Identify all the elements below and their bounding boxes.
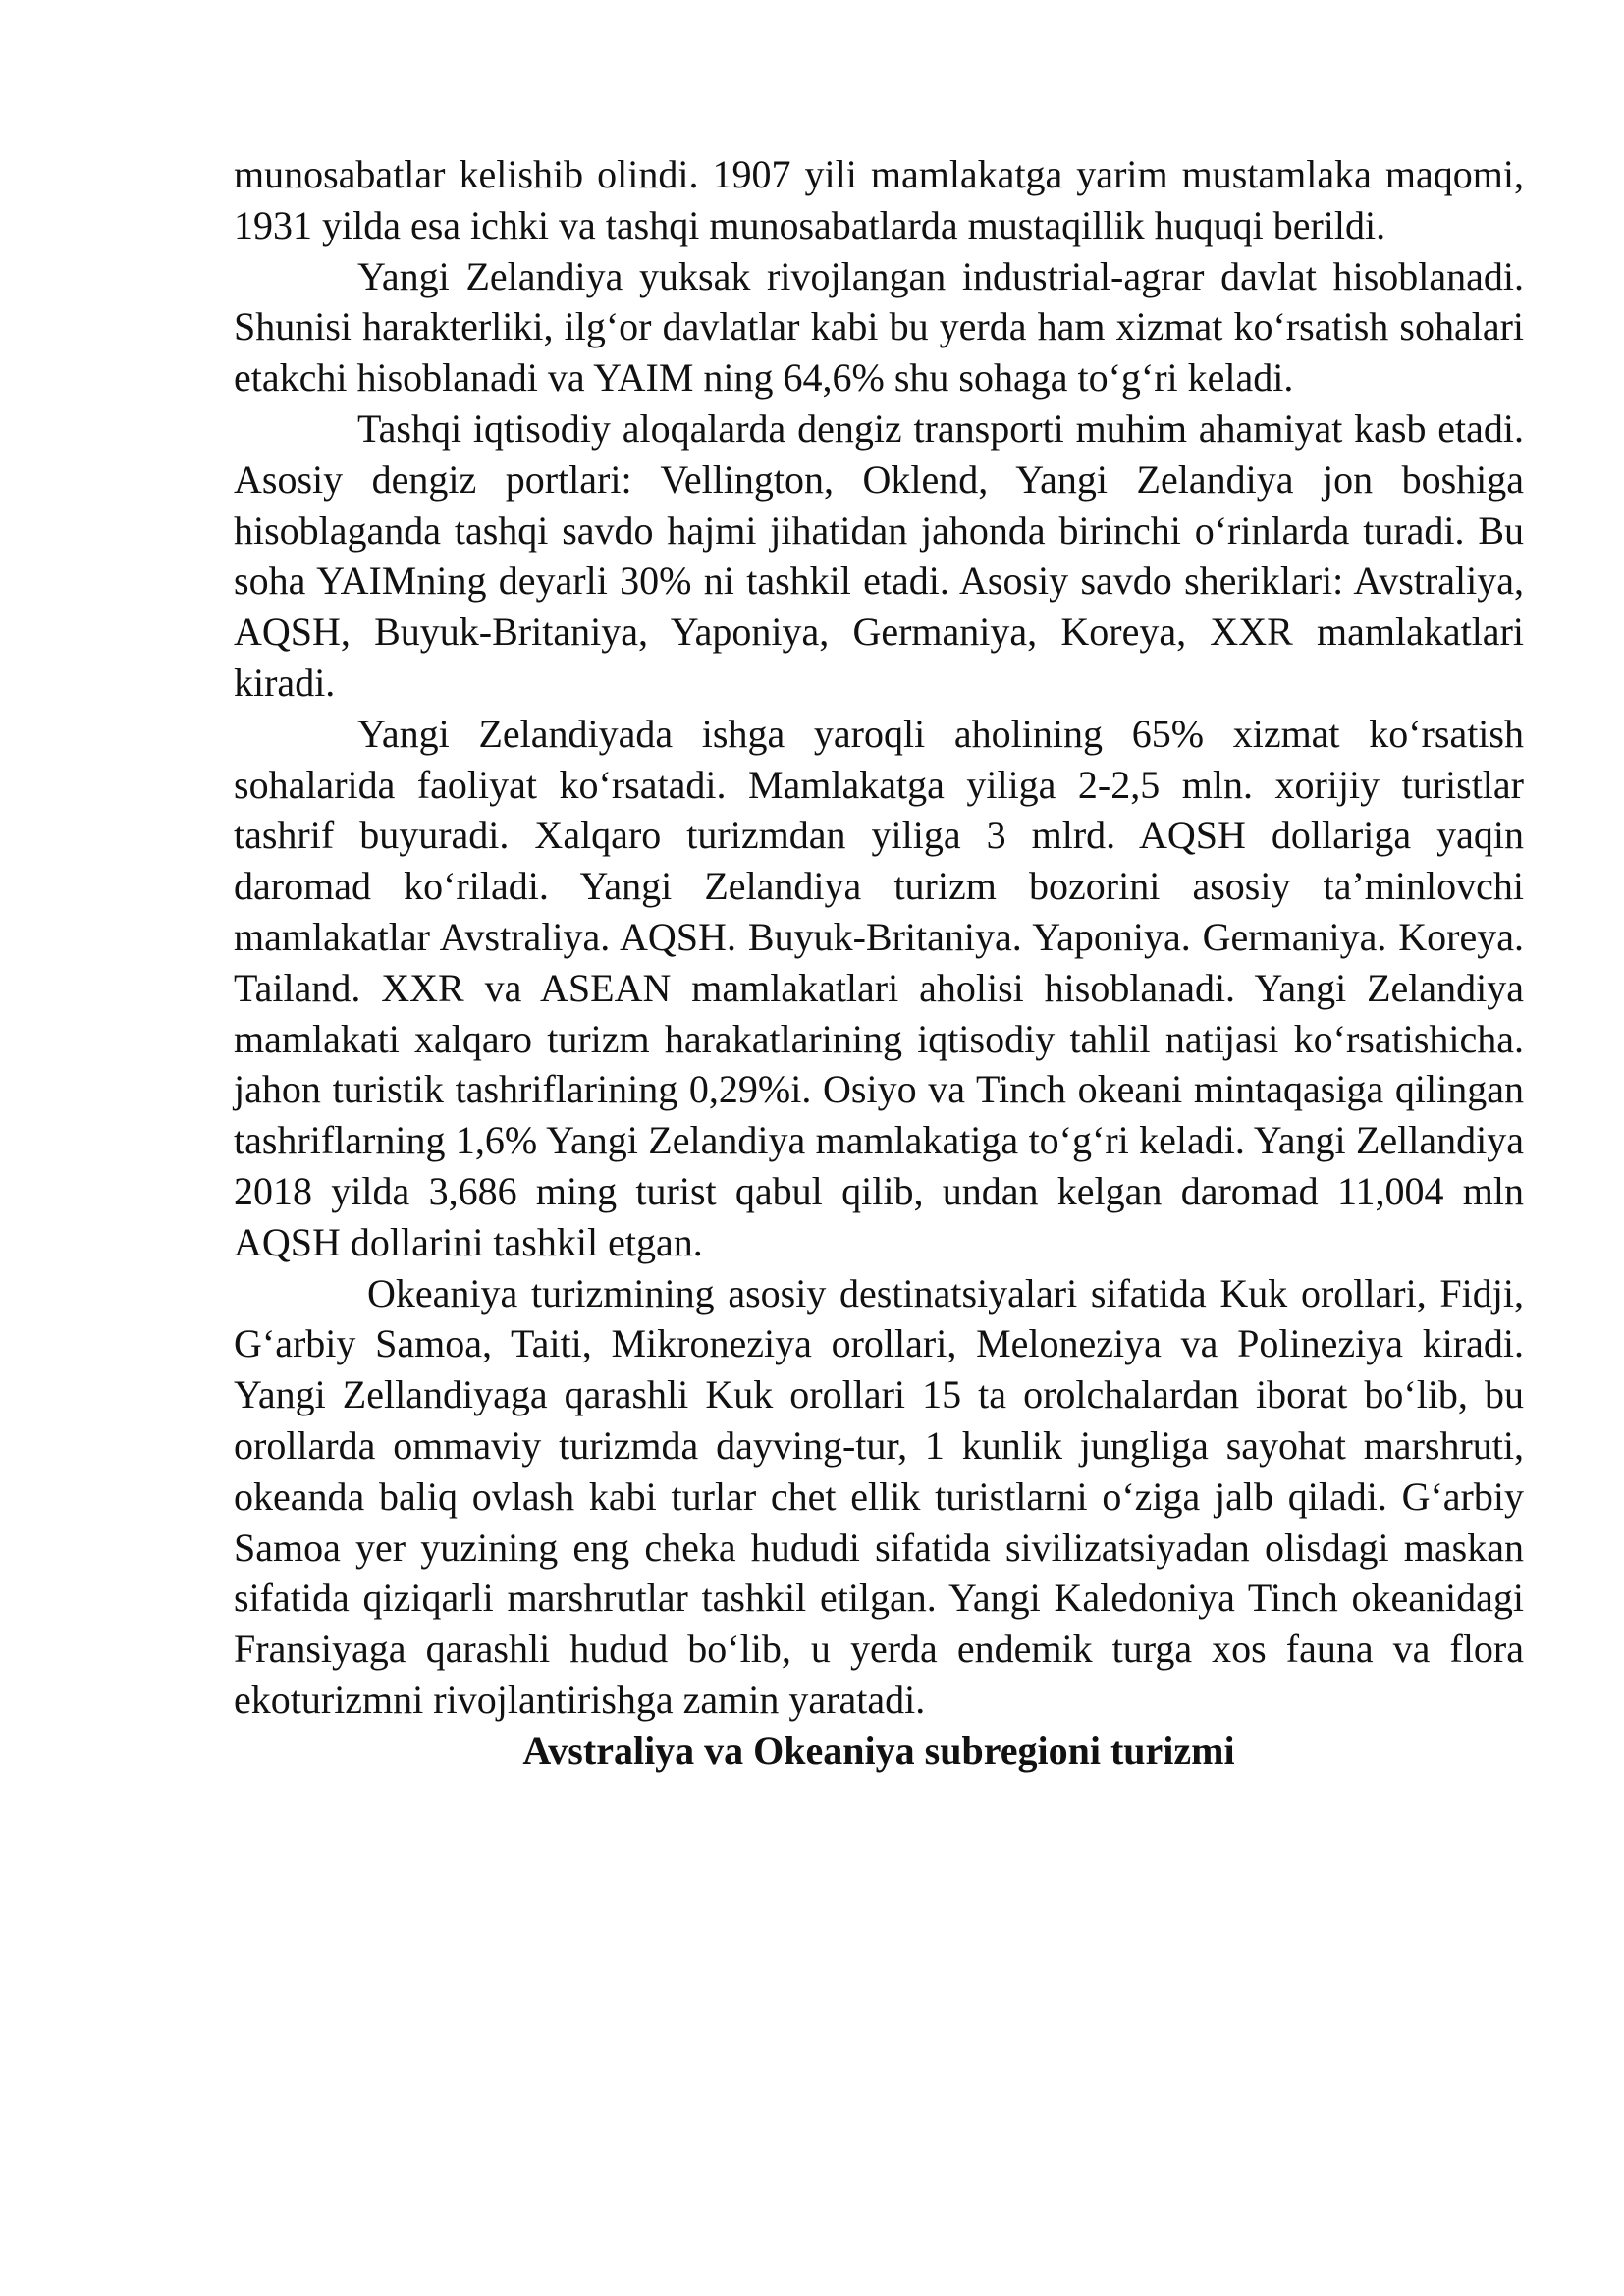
paragraph-economy: Yangi Zelandiya yuksak rivojlangan industrial-agrar davlat hisoblanadi. Shunisi harakterliki, ilg‘or davlatlar kabi bu yerda ham xizmat ko‘rsatish sohalari etakchi hisoblanadi va YAIM ning 64,6% shu sohaga to‘g‘ri keladi.: [234, 253, 1524, 400]
section-heading: Avstraliya va Okeaniya subregioni turizmi: [522, 1728, 1235, 1773]
paragraph-trade: Tashqi iqtisodiy aloqalarda dengiz transporti muhim ahamiyat kasb etadi. Asosiy dengiz portlari: Vellington, Oklend, Yangi Zelandiya jon boshiga hisoblaganda tashqi savdo hajmi jihatidan jahonda birinchi o‘rinlarda turadi. Bu soha YAIMning deyarli 30% ni tashkil etadi. Asosiy savdo sheriklari: Avstraliya, AQSH, Buyuk-Britaniya, Yaponiya, Germaniya, Koreya, XXR mamlakatlari kiradi.: [234, 405, 1524, 705]
paragraph-oceania: Okeaniya turizmining asosiy destinatsiyalari sifatida Kuk orollari, Fidji, G‘arbiy Samoa, Taiti, Mikroneziya orollari, Meloneziya va Polineziya kiradi. Yangi Zellandiyaga qarashli Kuk orollari 15 ta orolchalardan iborat bo‘lib, bu orollarda ommaviy turizmda dayving-tur, 1 kunlik jungliga sayohat marshruti, okeanda baliq ovlash kabi turlar chet ellik turistlarni o‘ziga jalb qiladi. G‘arbiy Samoa yer yuzining eng cheka hududi sifatida sivilizatsiyadan olisdagi maskan sifatida qiziqarli marshrutlar tashkil etilgan. Yangi Kaledoniya Tinch okeanidagi Fransiyaga qarashli hudud bo‘lib, u yerda endemik turga xos fauna va flora ekoturizmni rivojlantirishga zamin yaratadi.: [234, 1270, 1524, 1722]
paragraph-continuation: munosabatlar kelishib olindi. 1907 yili mamlakatga yarim mustamlaka maqomi, 1931 yilda esa ichki va tashqi munosabatlarda mustaqillik huquqi berildi.: [234, 152, 1524, 247]
paragraph-tourism: Yangi Zelandiyada ishga yaroqli aholining 65% xizmat ko‘rsatish sohalarida faoliyat ko‘rsatadi. Mamlakatga yiliga 2-2,5 mln. xorijiy turistlar tashrif buyuradi. Xalqaro turizmdan yiliga 3 mlrd. AQSH dollariga yaqin daromad ko‘riladi. Yangi Zelandiya turizm bozorini asosiy ta’minlovchi mamlakatlar Avstraliya. AQSH. Buyuk-Britaniya. Yaponiya. Germaniya. Koreya. Tailand. XXR va ASEAN mamlakatlari aholisi hisoblanadi. Yangi Zelandiya mamlakati xalqaro turizm harakatlarining iqtisodiy tahlil natijasi ko‘rsatishicha. jahon turistik tashriflarining 0,29%i. Osiyo va Tinch okeani mintaqasiga qilingan tashriflarning 1,6% Yangi Zelandiya mamlakatiga to‘g‘ri keladi. Yangi Zellandiya 2018 yilda 3,686 ming turist qabul qilib, undan kelgan daromad 11,004 mln AQSH dollarini tashkil etgan.: [234, 711, 1524, 1264]
document-page: [234, 149, 1524, 1777]
